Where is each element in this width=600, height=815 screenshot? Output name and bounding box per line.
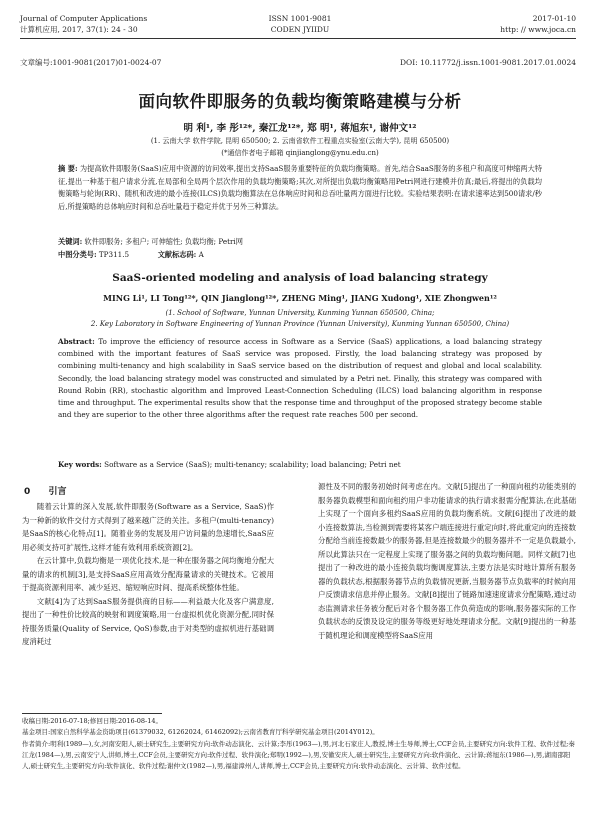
abstract-en-label: Abstract: (58, 337, 95, 346)
abstract-en (58, 336, 542, 421)
keywords-en (58, 459, 542, 472)
affiliation-en-1: (1. School of Software, Yunnan University, Kunming Yunnan 650500, China; (165, 309, 435, 317)
classification (58, 249, 542, 262)
keywords-en-text: Software as a Service (SaaS); multi-tenancy; scalability; load balancing; Petri net (104, 460, 401, 469)
footnote (22, 716, 576, 772)
paragraph: 随着云计算的深入发展,软件即服务(Software as a Service, SaaS)作为一种新的软件交付方式得到了越来越广泛的关注。多租户(multi-tenancy)是SaaS的核心化特点[1]。随着业务的发展及用户访问量的急速增长,SaaS应用必须支持可扩展性,这样才能有效利用系统资源[2]。 (22, 502, 274, 552)
title-cn: 面向软件即服务的负载均衡策略建模与分析 (138, 92, 462, 111)
title-en: SaaS-oriented modeling and analysis of load balancing strategy (112, 272, 488, 284)
affiliation-en-2: 2. Key Laboratory in Software Engineering of Yunnan Province (Yunnan University), Kunming Yunnan 650500, China) (90, 320, 510, 328)
authors-en: MING Li¹, LI Tong¹²*, QIN Jianglong¹²*, ZHENG Ming¹, JIANG Xudong¹, XIE Zhongwen¹² (103, 293, 497, 303)
journal-name-en: Journal of Computer Applications (20, 14, 148, 23)
issue-date: 2017-01-10 (532, 14, 576, 23)
doc-code-label: 文献标志码: (157, 250, 197, 259)
body-right-column (318, 480, 576, 643)
abstract-en-text: To improve the efficiency of resource access in Software as a Service (SaaS) applications, a load balancing strategy combined with the important features of SaaS service was proposed. Firstly, the load balancing strategy was proposed by combining multi-tenancy and high scalability in SaaS service based on the distribution of request and global and local scalability. Secondly, the load balancing strategy model was constructed and simulated by a Petri net. Finally, this strategy was compared with Round Robin (RR), stochastic algorithm and Improved Least-Connection Scheduling (ILCS) load balancing algorithm in response time and throughput. The experimental results show that the response time and throughput of the proposed strategy become stable and they are superior to the other three algorithms after the request rate reaches 500 per second. (58, 337, 542, 420)
doi[interactable]: DOI: 10.11772/j.issn.1001-9081.2017.01.0024 (400, 58, 576, 67)
keywords-cn-text: 软件即服务; 多租户; 可伸缩性; 负载均衡; Petri网 (84, 237, 243, 246)
section-heading (24, 484, 67, 497)
header-rule (20, 38, 576, 39)
authors-cn: 明 利¹, 李 彤¹²*, 秦江龙¹²*, 郑 明¹, 蒋旭东¹, 谢仲文¹² (183, 123, 417, 134)
section-number: 0 (24, 487, 31, 497)
journal-name-cn: 计算机应用, 2017, 37(1): 24 - 30 (20, 25, 138, 34)
paragraph: 在云计算中,负载均衡是一项优化技术,是一种在服务器之间均衡地分配大量的请求的机制[3],是支持SaaS应用高效分配海量请求的关键技术。它被用于提高资源利用率、减少延迟、缩短响应时间、提高系统整体性能。 (22, 556, 274, 593)
paragraph: 源性及不同的服务初始时间考虑在内。文献[5]提出了一种面向租约功能类别的服务器负载模型和面向租约用户非功能请求的执行请求报需分配算法,在此基础上实现了一个面向多租约SaaS应用的负载均衡系统。文献[6]提出了改进的最小连接数算法,当检测到需要将某客户端连接进行重定向时,将此重定向的连接数分配给当前连接数最少的服务器,但是连接数最少的服务器并不一定是负载最小,所以此算法只在一定程度上实现了服务器之间的负载均衡问题。同样文献[7]也提出了一种改进的最小连接负载均衡调度算法,主要方法是实时地计算所有服务器的负载状态,根据服务器节点的负载情况更新,当服务器节点负载率的时候向用户反馈请求信息并停止服务。文献[8]提出了链路加速速度请求分配策略,通过动态监测请求任务被分配后对各个服务器工作负荷造成的影响,服务器实际的工作负载状态的反馈及设定的服务等级更好地处理请求分配。文献[9]提出的一种基于随机理论和调度模型将SaaS应用 (318, 482, 576, 641)
footnote-rule (22, 713, 162, 714)
abstract-cn (58, 163, 542, 213)
issn: ISSN 1001-9081 (268, 14, 332, 23)
corresponding-email: (*通信作者电子邮箱 qinjianglong@ynu.edu.cn) (221, 149, 379, 157)
clc-value: TP311.5 (98, 250, 130, 259)
coden: CODEN JYIIDU (270, 25, 330, 34)
clc-label: 中图分类号: (58, 250, 97, 259)
article-number: 文章编号:1001-9081(2017)01-0024-07 (20, 58, 162, 67)
body-left-column (22, 500, 274, 649)
paragraph: 文献[4]为了达到SaaS服务提供商的目标——利益最大化及客户满意度,提出了一种性价比较高的映射和调度策略,用一台虚拟机优化资源分配,同时保持服务质量(Quality of Service, QoS)参数,由于对类型的虚拟机进行基础调度消耗过 (22, 596, 274, 647)
affiliation-cn: (1. 云南大学 软件学院, 昆明 650500; 2. 云南省软件工程重点实验室(云南大学), 昆明 650500) (150, 137, 450, 145)
keywords-cn (58, 236, 542, 249)
abstract-cn-text: 为提高软件即服务(SaaS)应用中资源的访问效率,提出支持SaaS服务重要特征的负载均衡策略。首先,结合SaaS服务的多租户和高度可伸缩两大特征,提出一种基于租户请求分流,在局部和全局两个层次作用的负载均衡策略;其次,对所提出负载均衡策略用Petri网进行建模并仿真;最后,将提出的负载均衡策略与轮询(RR)、随机和改进的最小连接(ILCS)负载均衡算法在总体响应时间和总吞吐量两方面进行比较。实验结果表明:在请求速率达到500请求/秒后,所提策略的总体响应时间和总吞吐量趋于稳定并优于另外三种算法。 (58, 164, 543, 211)
keywords-cn-label: 关键词: (58, 237, 83, 246)
section-title: 引言 (48, 487, 67, 497)
fund-info: 基金项目:国家自然科学基金资助项目(61379032, 61262024, 61462092);云南省教育厅科学研究基金项目(2014Y012)。 (22, 728, 379, 737)
author-bio: 作者简介:明利(1989—),女,河南安阳人,硕士研究生,主要研究方向:软件动态演化、云计算;李彤(1963—),男,河北石家庄人,教授,博士生导师,博士,CCF会员,主要研究方向:软件工程、软件过程;秦江龙(1984—),男,云南安宁人,讲师,博士,CCF会员,主要研究方向:软件过程、软件演化;郑明(1992—),男,安徽安庆人,硕士研究生,主要研究方向:软件演化、云计算;蒋旭东(1986—),男,湖南邵阳人,硕士研究生,主要研究方向:软件演化、软件过程;谢仲文(1982—),男,福建漳州人,讲师,博士,CCF会员,主要研究方向:软件动态演化、云计算、软件过程。 (22, 739, 575, 771)
doc-code-value: A (198, 250, 204, 259)
journal-url[interactable]: http: // www.joca.cn (500, 25, 576, 34)
received-date: 收稿日期:2016-07-18;修回日期:2016-08-14。 (22, 717, 163, 725)
abstract-cn-label: 摘 要: (58, 164, 78, 173)
keywords-en-label: Key words: (58, 460, 102, 469)
